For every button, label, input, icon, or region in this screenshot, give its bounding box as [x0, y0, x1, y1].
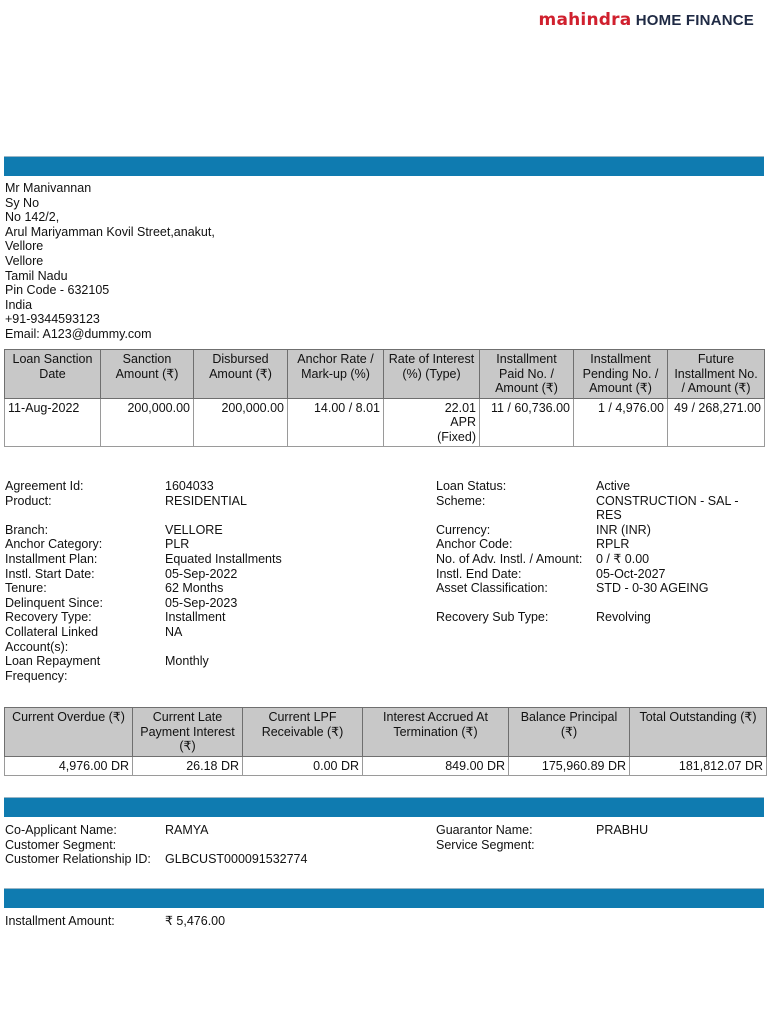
detail-value: GLBCUST000091532774 — [165, 852, 308, 867]
table-header-row — [5, 708, 767, 757]
section-bar-customer — [4, 156, 764, 176]
table-cell: 1 / 4,976.00 — [574, 398, 668, 447]
detail-row — [5, 479, 282, 494]
detail-label — [5, 508, 165, 523]
section-bar-installment — [4, 888, 764, 908]
detail-row — [5, 596, 282, 611]
col-header: Current Late Payment Interest (₹) — [133, 708, 243, 757]
detail-row — [436, 552, 739, 567]
detail-label: Delinquent Since: — [5, 595, 103, 610]
detail-row — [436, 523, 739, 538]
col-header: Balance Principal (₹) — [509, 708, 630, 757]
table-header-row — [5, 350, 765, 399]
table-cell: 26.18 DR — [133, 756, 243, 776]
detail-value: PLR — [165, 537, 190, 552]
detail-label: Installment Plan: — [5, 551, 98, 566]
col-header: Current Overdue (₹) — [5, 708, 133, 757]
loan-details-right — [436, 479, 739, 625]
col-header: Rate of Interest (%) (Type) — [384, 350, 480, 399]
detail-value: 05-Oct-2027 — [596, 566, 666, 581]
table-cell: 11 / 60,736.00 — [480, 398, 574, 447]
address-city: Vellore — [5, 239, 44, 254]
detail-label: Customer Relationship ID: — [5, 852, 151, 867]
company-logo — [539, 10, 754, 30]
table-cell: 22.01 APR (Fixed) — [384, 398, 480, 447]
col-header: Installment Paid No. / Amount (₹) — [480, 350, 574, 399]
installment-section — [5, 914, 225, 929]
section-bar-applicants — [4, 797, 764, 817]
detail-label: Loan Repayment Frequency: — [5, 654, 101, 683]
detail-label: Loan Status: — [436, 479, 507, 493]
detail-label: No. of Adv. Instl. / Amount: — [436, 551, 583, 566]
detail-row — [5, 537, 282, 552]
detail-row — [5, 610, 282, 625]
detail-row — [5, 523, 282, 538]
detail-value: RAMYA — [165, 823, 209, 837]
detail-label: Currency: — [436, 522, 491, 537]
detail-value: 62 Months — [165, 581, 224, 596]
applicant-details-left — [5, 823, 307, 867]
detail-row — [5, 508, 282, 523]
detail-label — [436, 596, 596, 611]
detail-value: Equated Installments — [165, 551, 282, 566]
address-line: Arul Mariyamman Kovil Street,anakut, — [5, 224, 215, 239]
detail-value: Monthly — [165, 654, 209, 669]
detail-row — [436, 567, 739, 582]
detail-row — [5, 625, 282, 654]
detail-value: Installment — [165, 610, 226, 625]
detail-row — [436, 494, 739, 523]
detail-value: RPLR — [596, 537, 630, 552]
table-cell: 200,000.00 — [101, 398, 194, 447]
table-cell: 4,976.00 DR — [5, 756, 133, 776]
address-country: India — [5, 297, 33, 312]
detail-label: Recovery Type: — [5, 610, 92, 625]
detail-label: Tenure: — [5, 581, 47, 596]
col-header: Disbursed Amount (₹) — [194, 350, 288, 399]
table-cell: 11-Aug-2022 — [5, 398, 101, 447]
logo-brand: mahindra — [538, 10, 632, 30]
detail-label: Service Segment: — [436, 837, 535, 852]
detail-row — [5, 654, 282, 683]
col-header: Installment Pending No. / Amount (₹) — [574, 350, 668, 399]
col-header: Sanction Amount (₹) — [101, 350, 194, 399]
detail-value: PRABHU — [596, 823, 649, 837]
detail-value: 05-Sep-2022 — [165, 566, 238, 581]
detail-value: CONSTRUCTION - SAL - RES — [596, 493, 739, 523]
detail-value: RESIDENTIAL — [165, 493, 247, 508]
detail-row — [5, 581, 282, 596]
detail-row — [436, 479, 739, 494]
table-cell: 175,960.89 DR — [509, 756, 630, 776]
detail-row — [5, 823, 307, 838]
logo-suffix: HOME FINANCE — [635, 12, 754, 29]
detail-row — [5, 552, 282, 567]
detail-value: STD - 0-30 AGEING — [596, 581, 709, 596]
installment-label: Installment Amount: — [5, 914, 115, 928]
detail-label: Collateral Linked Account(s): — [5, 624, 99, 654]
detail-value: INR (INR) — [596, 522, 651, 537]
table-row — [5, 756, 767, 776]
col-header: Interest Accrued At Termination (₹) — [363, 708, 509, 757]
col-header: Total Outstanding (₹) — [630, 708, 767, 757]
detail-label: Agreement Id: — [5, 479, 84, 493]
applicant-details-right — [436, 823, 648, 852]
detail-value: Revolving — [596, 610, 651, 625]
detail-label: Guarantor Name: — [436, 823, 533, 837]
address-line: No 142/2, — [5, 210, 60, 225]
address-district: Vellore — [5, 253, 44, 268]
dues-table — [4, 707, 767, 776]
col-header: Future Installment No. / Amount (₹) — [668, 350, 765, 399]
detail-value: Active — [596, 479, 631, 493]
loan-summary-table — [4, 349, 765, 447]
loan-details-left — [5, 479, 282, 683]
table-cell: 14.00 / 8.01 — [288, 398, 384, 447]
detail-label: Branch: — [5, 522, 49, 537]
detail-row — [5, 494, 282, 509]
table-cell: 849.00 DR — [363, 756, 509, 776]
detail-row — [436, 838, 648, 853]
detail-label: Anchor Category: — [5, 537, 103, 552]
installment-value: ₹ 5,476.00 — [165, 914, 226, 928]
detail-value: NA — [165, 624, 183, 639]
address-line: Sy No — [5, 195, 40, 210]
detail-label: Asset Classification: — [436, 581, 548, 596]
customer-email: Email: A123@dummy.com — [5, 326, 152, 341]
customer-name: Mr Manivannan — [5, 181, 92, 195]
detail-row — [436, 581, 739, 596]
detail-row — [436, 596, 739, 611]
detail-label: Co-Applicant Name: — [5, 823, 117, 837]
detail-row — [5, 838, 307, 853]
col-header: Loan Sanction Date — [5, 350, 101, 399]
customer-address — [5, 181, 215, 342]
table-cell: 200,000.00 — [194, 398, 288, 447]
table-cell: 0.00 DR — [243, 756, 363, 776]
detail-value: VELLORE — [165, 522, 223, 537]
detail-row — [5, 852, 307, 867]
address-pincode: Pin Code - 632105 — [5, 283, 110, 298]
col-header: Anchor Rate / Mark-up (%) — [288, 350, 384, 399]
detail-label: Customer Segment: — [5, 837, 117, 852]
table-cell: 49 / 268,271.00 — [668, 398, 765, 447]
detail-label: Anchor Code: — [436, 537, 513, 552]
table-cell: 181,812.07 DR — [630, 756, 767, 776]
detail-label: Recovery Sub Type: — [436, 610, 549, 625]
address-state: Tamil Nadu — [5, 268, 68, 283]
detail-label: Scheme: — [436, 493, 486, 508]
detail-value: 1604033 — [165, 479, 214, 493]
detail-row — [436, 823, 648, 838]
detail-value: 0 / ₹ 0.00 — [596, 551, 650, 566]
detail-label: Instl. End Date: — [436, 566, 522, 581]
customer-phone: +91-9344593123 — [5, 312, 100, 327]
detail-label: Product: — [5, 493, 52, 508]
detail-row — [436, 610, 739, 625]
detail-row — [5, 567, 282, 582]
detail-value: 05-Sep-2023 — [165, 595, 238, 610]
detail-row — [436, 537, 739, 552]
table-row — [5, 398, 765, 447]
detail-label: Instl. Start Date: — [5, 566, 95, 581]
detail-row — [5, 914, 225, 929]
col-header: Current LPF Receivable (₹) — [243, 708, 363, 757]
